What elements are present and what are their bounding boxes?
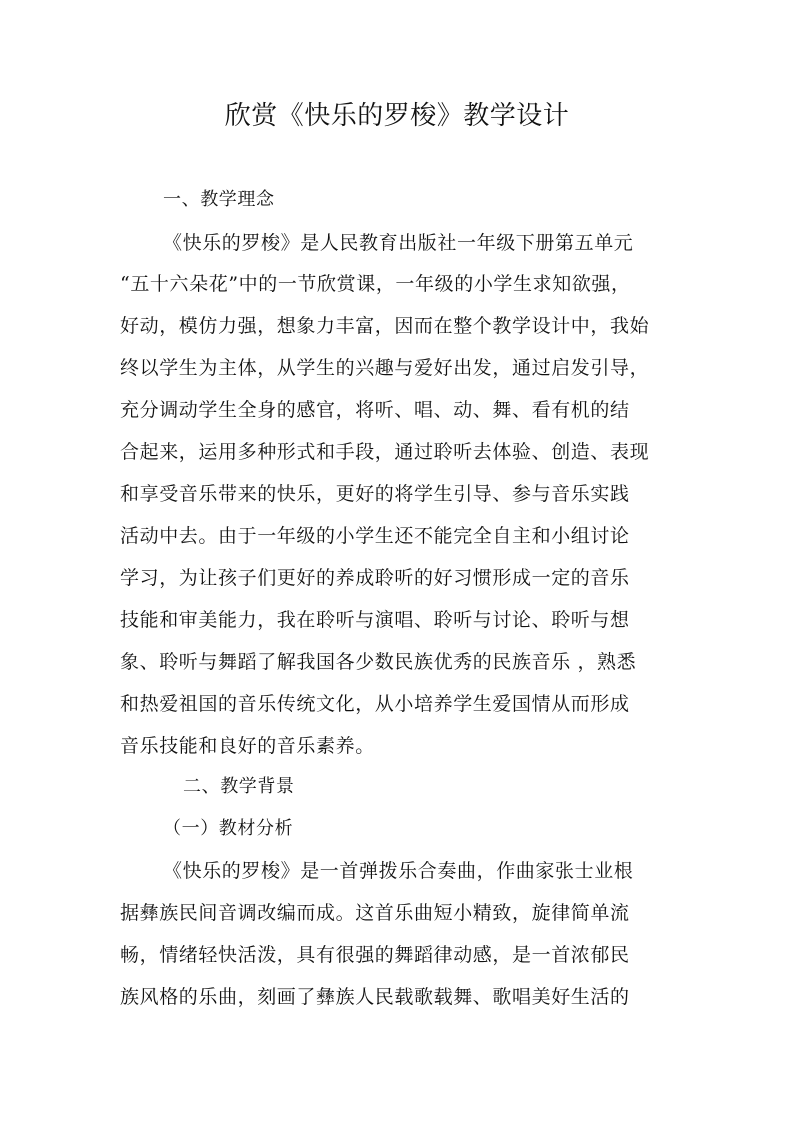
section-heading-teaching-philosophy: 一、教学理念 [163, 189, 275, 210]
paragraph-line: 技能和审美能力，我在聆听与演唱、聆听与讨论、聆听与想 [120, 609, 630, 631]
paragraph-line: 《快乐的罗梭》是一首弹拨乐合奏曲，作曲家张士业根 [163, 860, 634, 882]
paragraph-line: 象、聆听与舞蹈了解我国各少数民族优秀的民族音乐 ，熟悉 [120, 651, 637, 673]
paragraph-line: 畅，情绪轻快活泼，具有很强的舞蹈律动感，是一首浓郁民 [120, 944, 630, 966]
paragraph-line: 终以学生为主体，从学生的兴趣与爱好出发，通过启发引导， [120, 357, 650, 379]
paragraph-line: 活动中去。由于一年级的小学生还不能完全自主和小组讨论 [120, 525, 630, 547]
paragraph-line: 据彝族民间音调改编而成。这首乐曲短小精致，旋律简单流 [120, 902, 630, 924]
paragraph-line: 和热爱祖国的音乐传统文化，从小培养学生爱国情从而形成 [120, 693, 630, 715]
paragraph-line: 学习，为让孩子们更好的养成聆听的好习惯形成一定的音乐 [120, 567, 630, 589]
paragraph-line: 和享受音乐带来的快乐，更好的将学生引导、参与音乐实践 [120, 483, 630, 505]
section-heading-teaching-background: 二、教学背景 [183, 776, 295, 797]
paragraph-line: 好动，模仿力强，想象力丰富，因而在整个教学设计中，我始 [120, 315, 650, 337]
paragraph-line: 族风格的乐曲，刻画了彝族人民载歌载舞、歌唱美好生活的 [120, 986, 630, 1008]
paragraph-line: 音乐技能和良好的音乐素养。 [120, 735, 375, 757]
paragraph-line: 《快乐的罗梭》是人民教育出版社一年级下册第五单元 [163, 232, 634, 254]
document-title: 欣赏《快乐的罗梭》教学设计 [224, 101, 570, 131]
paragraph-line: “五十六朵花”中的一节欣赏课，一年级的小学生求知欲强， [120, 273, 631, 295]
subsection-heading-material-analysis: （一）教材分析 [163, 818, 294, 839]
paragraph-line: 充分调动学生全身的感官，将听、唱、动、舞、看有机的结 [120, 399, 630, 421]
paragraph-line: 合起来，运用多种形式和手段，通过聆听去体验、创造、表现 [120, 441, 650, 463]
